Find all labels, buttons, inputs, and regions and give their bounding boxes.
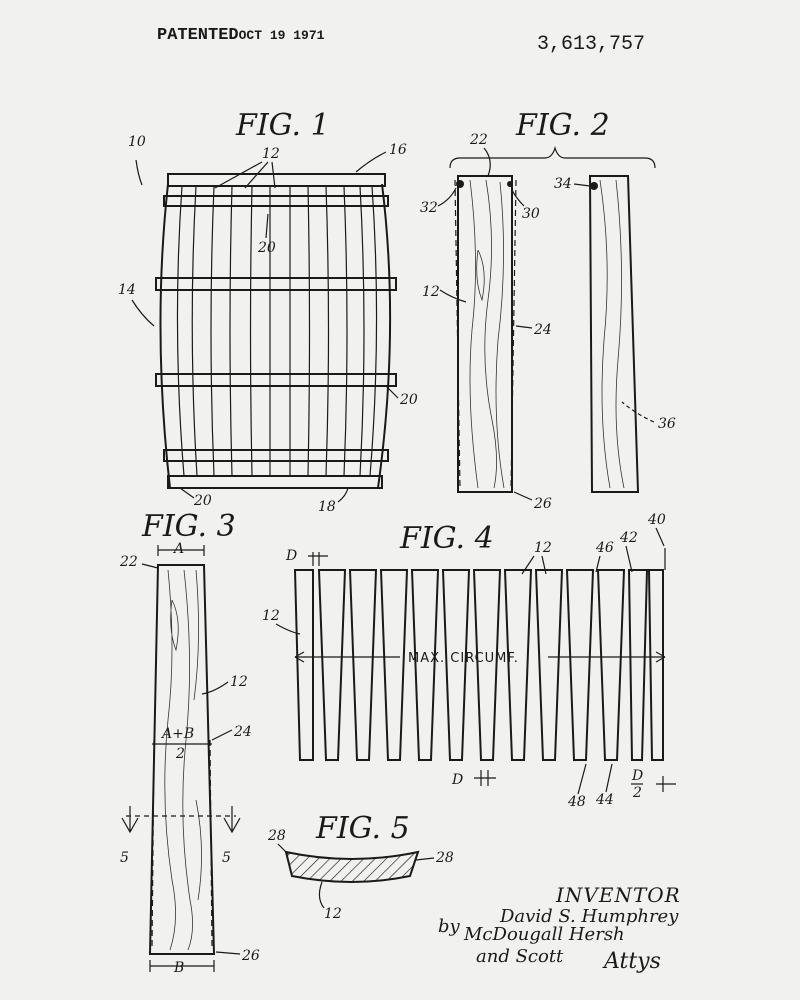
fig4-stave	[381, 570, 407, 760]
leader-48	[578, 764, 586, 794]
ref-12-fig3: 12	[230, 674, 248, 690]
fig4-title: FIG. 4	[400, 521, 494, 556]
attorney-line-1: McDougall Hersh	[464, 924, 625, 945]
ref-20-bottom: 20	[194, 493, 212, 509]
fig4-stave	[350, 570, 376, 760]
section-5-right: 5	[222, 850, 231, 866]
leader-12-fig2	[440, 290, 466, 302]
dim-d-half	[656, 776, 676, 792]
ref-48: 48	[568, 794, 586, 810]
ref-24-fig2: 24	[534, 322, 552, 338]
leader-36	[622, 402, 654, 422]
ref-44: 44	[596, 792, 614, 808]
stave-section-hatched	[286, 852, 418, 882]
label-d-top: D	[286, 548, 298, 564]
leader-16	[356, 152, 386, 172]
fig4-stave	[629, 570, 647, 760]
inventor-title: INVENTOR	[556, 883, 681, 907]
ref-14: 14	[118, 282, 136, 298]
leader-42	[626, 546, 632, 572]
leader-30	[512, 190, 524, 206]
fig1-title: FIG. 1	[236, 108, 330, 143]
leader-22-fig3	[142, 564, 158, 568]
leader-20-top	[266, 214, 268, 238]
ref-22: 22	[470, 132, 488, 148]
section-5-left: 5	[120, 850, 129, 866]
fig3-title: FIG. 3	[142, 509, 236, 544]
ref-30: 30	[522, 206, 540, 222]
attys-label: Attys	[604, 949, 661, 974]
tapered-stave-dashed	[152, 740, 212, 950]
ref-16: 16	[389, 142, 407, 158]
leader-10	[136, 160, 142, 185]
hoop-upper	[164, 196, 388, 206]
ref-24-fig3: 24	[234, 724, 252, 740]
barrel-left-bulge	[160, 184, 170, 488]
label-d-half-num: D	[632, 768, 644, 784]
fig5-title: FIG. 5	[316, 811, 410, 846]
ref-34: 34	[554, 176, 572, 192]
leader-12-fig3	[202, 682, 228, 694]
ref-36: 36	[658, 416, 676, 432]
fig4-stave	[598, 570, 624, 760]
ref-20-right: 20	[400, 392, 418, 408]
fig1-barrel	[118, 108, 418, 515]
ref-10: 10	[128, 134, 146, 150]
label-d-half-den: 2	[633, 785, 642, 801]
inventor-name: David S. Humphrey	[500, 906, 679, 927]
ref-32: 32	[420, 200, 438, 216]
stave-side-grain	[600, 180, 624, 488]
leader-14	[132, 300, 154, 326]
leader-40	[656, 528, 664, 546]
patented-label: PATENTED	[157, 26, 239, 45]
ref-12-fig4-left: 12	[262, 608, 280, 624]
stave-front-grain	[470, 180, 504, 488]
leader-44	[606, 764, 612, 792]
stave-front-taper-lines	[455, 180, 516, 490]
fig4-stave	[319, 570, 345, 760]
max-circumf-label: MAX. CIRCUMF.	[408, 651, 519, 666]
fig2-title: FIG. 2	[516, 108, 610, 143]
leader-12-fig4-top	[522, 556, 546, 574]
leader-24-fig3	[212, 730, 232, 740]
leader-28-right	[416, 858, 434, 860]
by-label: by	[438, 916, 460, 937]
dim-d-top	[308, 552, 328, 566]
stave-hole-34	[590, 182, 598, 190]
top-hoop	[168, 174, 385, 186]
fig4-stave	[649, 570, 663, 760]
ref-20-top: 20	[258, 240, 276, 256]
ref-12-fig2: 12	[422, 284, 440, 300]
fig4-stave-layout	[262, 512, 676, 810]
leader-32	[438, 188, 456, 206]
leader-20-bottom	[180, 488, 194, 498]
fig2-staves	[420, 108, 676, 512]
stave-side	[590, 176, 638, 492]
hoop-lower	[164, 450, 388, 461]
ref-18: 18	[318, 499, 336, 515]
leader-26-fig3	[216, 952, 240, 954]
barrel-staves	[177, 186, 376, 476]
leader-12-fig5	[319, 882, 324, 908]
patented-date-value: OCT 19 1971	[238, 28, 325, 43]
label-ab-den: 2	[176, 746, 185, 762]
stave-hole-30	[507, 181, 513, 187]
fig2-brace	[450, 148, 655, 168]
patent-number: 3,613,757	[537, 33, 646, 56]
ref-12-fig4-top: 12	[534, 540, 552, 556]
label-ab-num: A+B	[162, 726, 195, 742]
ref-42: 42	[620, 530, 638, 546]
label-d-bottom: D	[452, 772, 464, 788]
leader-22	[484, 148, 490, 176]
label-b: B	[174, 960, 185, 976]
leader-24-fig2	[516, 326, 532, 328]
fig4-stave	[567, 570, 593, 760]
ref-28-left: 28	[268, 828, 286, 844]
stave-hole-32	[456, 180, 464, 188]
ref-40: 40	[648, 512, 666, 528]
hoop-middle-lower	[156, 374, 396, 386]
barrel-right-bulge	[378, 184, 390, 488]
bottom-hoop	[168, 476, 382, 488]
ref-46: 46	[596, 540, 614, 556]
ref-26-fig2: 26	[534, 496, 552, 512]
fig4-stave	[536, 570, 562, 760]
fig3-tapered-stave	[119, 509, 260, 976]
leader-34	[574, 184, 590, 186]
ref-28-right: 28	[436, 850, 454, 866]
leader-26-fig2	[514, 492, 532, 500]
inventor-block	[438, 883, 681, 974]
ref-12: 12	[262, 146, 280, 162]
ref-26-fig3: 26	[242, 948, 260, 964]
fig5-cross-section	[267, 811, 454, 922]
dim-d-bottom	[474, 770, 496, 786]
fig4-stave	[295, 570, 313, 760]
section-arrows-5	[122, 806, 240, 832]
label-a: A	[174, 541, 185, 557]
ref-12-fig5: 12	[324, 906, 342, 922]
ref-22-fig3: 22	[120, 554, 138, 570]
leader-18	[338, 488, 348, 502]
leader-28-left	[278, 844, 288, 854]
attorney-line-2: and Scott	[476, 946, 564, 967]
